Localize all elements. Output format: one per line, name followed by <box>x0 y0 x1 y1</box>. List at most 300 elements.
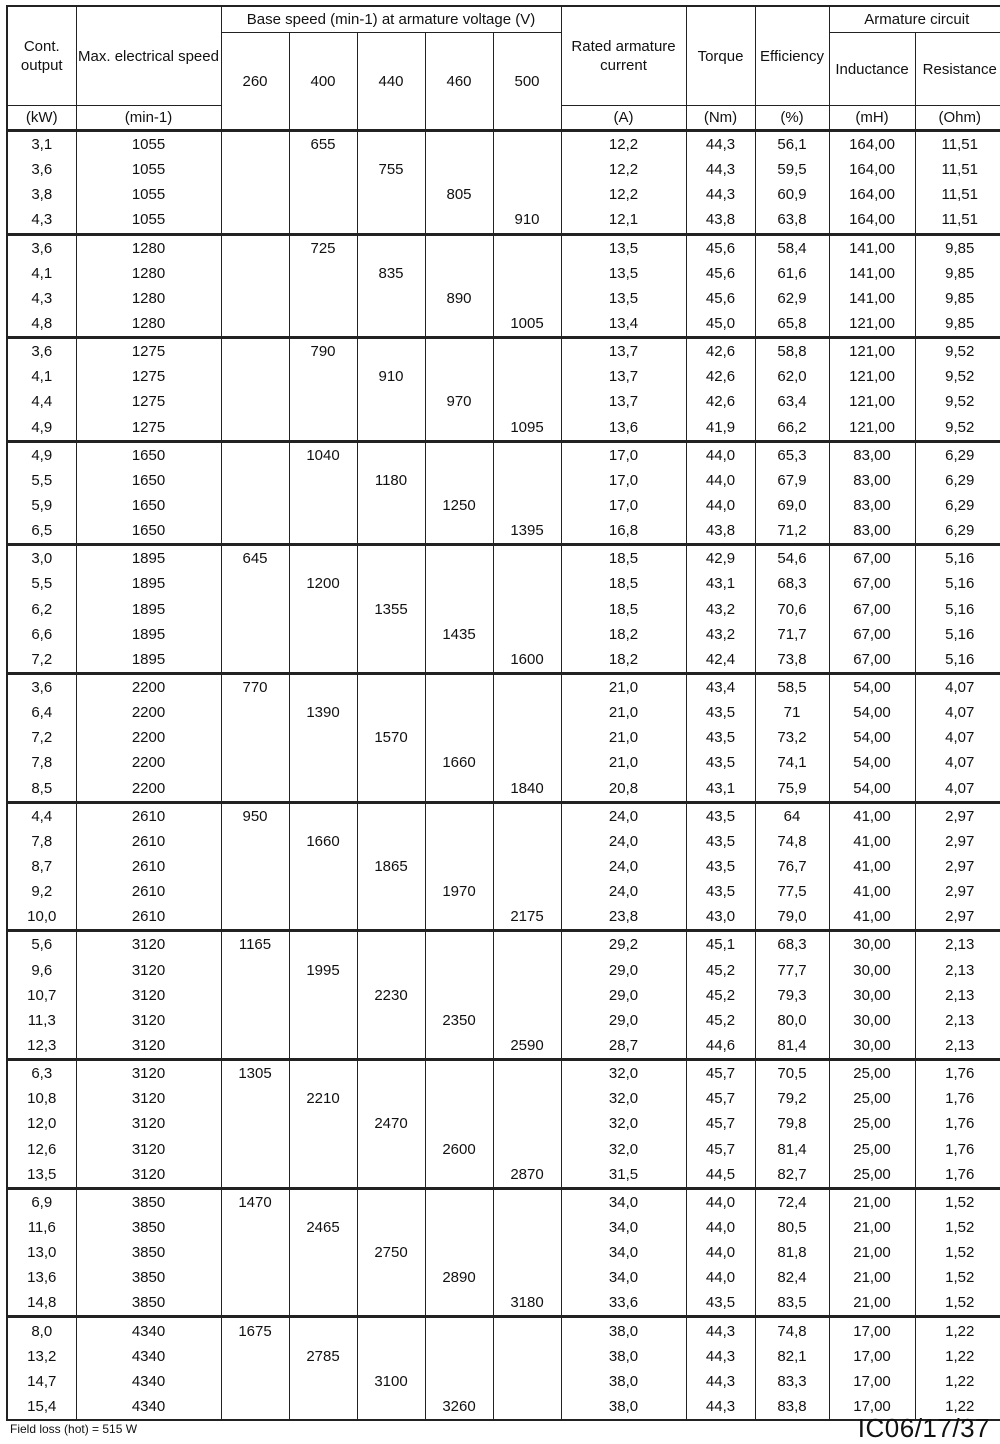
cell-current: 12,2 <box>561 131 686 158</box>
cell-base-speed: 770 <box>221 673 289 700</box>
cell-torque: 43,2 <box>686 597 755 622</box>
table-row <box>7 725 1000 750</box>
table-row <box>7 545 1000 572</box>
cell-base-speed: 1840 <box>493 776 561 803</box>
cell-resistance: 1,76 <box>915 1162 1000 1189</box>
cell-efficiency: 83,5 <box>755 1290 829 1317</box>
cell-resistance: 2,13 <box>915 983 1000 1008</box>
unit-efficiency: (%) <box>755 106 829 131</box>
cell-base-speed <box>221 286 289 311</box>
cell-inductance: 41,00 <box>829 854 915 879</box>
cell-base-speed <box>357 1215 425 1240</box>
cell-base-speed <box>357 182 425 207</box>
cell-base-speed <box>425 983 493 1008</box>
cell-base-speed <box>425 673 493 700</box>
table-row <box>7 1344 1000 1369</box>
cell-max-speed: 2610 <box>76 879 221 904</box>
cell-efficiency: 61,6 <box>755 261 829 286</box>
cell-base-speed <box>425 338 493 365</box>
document-code: IC06/17/37 <box>857 1413 990 1443</box>
cell-base-speed: 2230 <box>357 983 425 1008</box>
cell-base-speed <box>221 1162 289 1189</box>
cell-inductance: 121,00 <box>829 415 915 442</box>
cell-efficiency: 77,5 <box>755 879 829 904</box>
cell-base-speed <box>289 1394 357 1420</box>
cell-base-speed <box>493 1008 561 1033</box>
cell-base-speed <box>289 1162 357 1189</box>
cell-resistance: 1,76 <box>915 1136 1000 1161</box>
cell-base-speed <box>425 904 493 931</box>
cell-base-speed <box>221 829 289 854</box>
cell-base-speed: 950 <box>221 802 289 829</box>
cell-base-speed <box>357 1086 425 1111</box>
cell-inductance: 21,00 <box>829 1188 915 1215</box>
cell-base-speed <box>221 441 289 468</box>
cell-current: 23,8 <box>561 904 686 931</box>
table-row <box>7 1111 1000 1136</box>
cell-efficiency: 80,5 <box>755 1215 829 1240</box>
cell-base-speed <box>425 261 493 286</box>
cell-torque: 44,3 <box>686 131 755 158</box>
cell-base-speed: 1435 <box>425 622 493 647</box>
cell-base-speed: 1600 <box>493 647 561 674</box>
cell-base-speed <box>289 597 357 622</box>
cell-base-speed <box>221 700 289 725</box>
cell-efficiency: 54,6 <box>755 545 829 572</box>
table-row <box>7 571 1000 596</box>
cell-current: 18,2 <box>561 647 686 674</box>
cell-base-speed <box>221 1265 289 1290</box>
cell-base-speed <box>425 829 493 854</box>
cell-torque: 44,0 <box>686 468 755 493</box>
unit-torque: (Nm) <box>686 106 755 131</box>
cell-efficiency: 60,9 <box>755 182 829 207</box>
cell-efficiency: 68,3 <box>755 931 829 958</box>
cell-current: 21,0 <box>561 750 686 775</box>
cell-max-speed: 2610 <box>76 904 221 931</box>
cell-efficiency: 59,5 <box>755 157 829 182</box>
cell-output: 9,6 <box>7 958 76 983</box>
cell-base-speed <box>357 1008 425 1033</box>
field-loss-note: Field loss (hot) = 515 W <box>10 1422 138 1436</box>
cell-output: 7,2 <box>7 647 76 674</box>
cell-base-speed: 2175 <box>493 904 561 931</box>
cell-max-speed: 3120 <box>76 1136 221 1161</box>
cell-output: 4,4 <box>7 389 76 414</box>
cell-base-speed <box>221 364 289 389</box>
cell-base-speed <box>357 750 425 775</box>
cell-efficiency: 81,4 <box>755 1136 829 1161</box>
cell-base-speed: 2785 <box>289 1344 357 1369</box>
unit-speed: (min-1) <box>76 106 221 131</box>
cell-inductance: 164,00 <box>829 157 915 182</box>
cell-inductance: 30,00 <box>829 931 915 958</box>
table-row <box>7 700 1000 725</box>
cell-inductance: 164,00 <box>829 131 915 158</box>
cell-base-speed <box>289 415 357 442</box>
cell-efficiency: 69,0 <box>755 493 829 518</box>
cell-base-speed <box>357 1394 425 1420</box>
cell-base-speed <box>425 597 493 622</box>
cell-base-speed <box>221 983 289 1008</box>
cell-base-speed <box>289 518 357 545</box>
cell-base-speed: 645 <box>221 545 289 572</box>
cell-current: 33,6 <box>561 1290 686 1317</box>
table-row <box>7 389 1000 414</box>
cell-base-speed <box>425 958 493 983</box>
table-row <box>7 647 1000 674</box>
cell-inductance: 121,00 <box>829 338 915 365</box>
cell-inductance: 30,00 <box>829 1033 915 1060</box>
cell-max-speed: 2610 <box>76 802 221 829</box>
cell-torque: 42,9 <box>686 545 755 572</box>
cell-inductance: 54,00 <box>829 673 915 700</box>
cell-base-speed <box>493 468 561 493</box>
cell-base-speed <box>357 931 425 958</box>
cell-torque: 44,3 <box>686 1394 755 1420</box>
cell-inductance: 41,00 <box>829 879 915 904</box>
cell-torque: 43,5 <box>686 802 755 829</box>
cell-inductance: 121,00 <box>829 389 915 414</box>
cell-current: 24,0 <box>561 829 686 854</box>
cell-base-speed: 1250 <box>425 493 493 518</box>
cell-base-speed <box>425 364 493 389</box>
cell-base-speed <box>425 1240 493 1265</box>
cell-output: 3,6 <box>7 673 76 700</box>
cell-resistance: 2,97 <box>915 802 1000 829</box>
cell-torque: 45,0 <box>686 311 755 338</box>
cell-current: 18,2 <box>561 622 686 647</box>
cell-resistance: 2,97 <box>915 879 1000 904</box>
cell-resistance: 4,07 <box>915 700 1000 725</box>
cell-max-speed: 1895 <box>76 571 221 596</box>
cell-base-speed <box>289 364 357 389</box>
cell-base-speed <box>221 776 289 803</box>
cell-base-speed <box>425 1162 493 1189</box>
cell-base-speed <box>221 131 289 158</box>
cell-base-speed <box>289 725 357 750</box>
table-row <box>7 802 1000 829</box>
cell-base-speed <box>425 234 493 261</box>
cell-efficiency: 76,7 <box>755 854 829 879</box>
cell-base-speed <box>289 854 357 879</box>
cell-efficiency: 65,8 <box>755 311 829 338</box>
cell-resistance: 4,07 <box>915 673 1000 700</box>
table-row <box>7 261 1000 286</box>
cell-resistance: 11,51 <box>915 182 1000 207</box>
cell-efficiency: 68,3 <box>755 571 829 596</box>
cell-resistance: 9,85 <box>915 286 1000 311</box>
cell-torque: 44,3 <box>686 182 755 207</box>
cell-base-speed <box>493 725 561 750</box>
cell-base-speed: 1305 <box>221 1060 289 1087</box>
cell-base-speed <box>357 802 425 829</box>
cell-base-speed <box>221 1394 289 1420</box>
cell-base-speed <box>221 1086 289 1111</box>
cell-output: 4,8 <box>7 311 76 338</box>
header-voltage-260: 260 <box>221 33 289 131</box>
cell-base-speed <box>493 1215 561 1240</box>
cell-efficiency: 74,1 <box>755 750 829 775</box>
cell-resistance: 2,97 <box>915 854 1000 879</box>
cell-base-speed <box>493 879 561 904</box>
cell-efficiency: 73,8 <box>755 647 829 674</box>
cell-resistance: 5,16 <box>915 647 1000 674</box>
cell-resistance: 5,16 <box>915 597 1000 622</box>
cell-base-speed: 1390 <box>289 700 357 725</box>
cell-torque: 45,7 <box>686 1111 755 1136</box>
cell-base-speed: 3100 <box>357 1369 425 1394</box>
cell-efficiency: 83,3 <box>755 1369 829 1394</box>
cell-base-speed <box>221 1008 289 1033</box>
cell-base-speed <box>357 338 425 365</box>
cell-base-speed: 910 <box>357 364 425 389</box>
cell-inductance: 54,00 <box>829 750 915 775</box>
cell-torque: 42,6 <box>686 338 755 365</box>
cell-max-speed: 1895 <box>76 647 221 674</box>
cell-base-speed <box>493 493 561 518</box>
cell-output: 13,6 <box>7 1265 76 1290</box>
cell-inductance: 25,00 <box>829 1086 915 1111</box>
cell-resistance: 1,52 <box>915 1188 1000 1215</box>
cell-output: 3,1 <box>7 131 76 158</box>
cell-base-speed <box>221 854 289 879</box>
header-max-speed: Max. electrical speed <box>76 6 221 106</box>
cell-inductance: 17,00 <box>829 1317 915 1344</box>
cell-efficiency: 77,7 <box>755 958 829 983</box>
cell-inductance: 67,00 <box>829 647 915 674</box>
cell-base-speed: 1675 <box>221 1317 289 1344</box>
header-efficiency: Efficiency <box>755 6 829 106</box>
cell-base-speed <box>289 1265 357 1290</box>
cell-torque: 43,8 <box>686 518 755 545</box>
header-inductance: Inductance <box>829 33 915 106</box>
header-voltage-440: 440 <box>357 33 425 131</box>
cell-resistance: 2,97 <box>915 904 1000 931</box>
cell-efficiency: 56,1 <box>755 131 829 158</box>
cell-base-speed: 1660 <box>425 750 493 775</box>
cell-base-speed <box>357 389 425 414</box>
cell-base-speed <box>493 958 561 983</box>
cell-output: 9,2 <box>7 879 76 904</box>
table-row <box>7 597 1000 622</box>
cell-resistance: 5,16 <box>915 571 1000 596</box>
cell-max-speed: 2200 <box>76 725 221 750</box>
cell-output: 6,4 <box>7 700 76 725</box>
cell-max-speed: 2200 <box>76 673 221 700</box>
cell-base-speed: 1200 <box>289 571 357 596</box>
cell-efficiency: 82,7 <box>755 1162 829 1189</box>
cell-resistance: 4,07 <box>915 725 1000 750</box>
table-row <box>7 1215 1000 1240</box>
table-row <box>7 879 1000 904</box>
cell-base-speed <box>425 545 493 572</box>
unit-inductance: (mH) <box>829 106 915 131</box>
cell-output: 3,6 <box>7 157 76 182</box>
cell-efficiency: 83,8 <box>755 1394 829 1420</box>
cell-output: 7,8 <box>7 829 76 854</box>
cell-inductance: 83,00 <box>829 441 915 468</box>
cell-torque: 42,6 <box>686 389 755 414</box>
cell-torque: 43,4 <box>686 673 755 700</box>
cell-base-speed <box>289 1136 357 1161</box>
cell-base-speed <box>221 182 289 207</box>
cell-torque: 44,0 <box>686 1265 755 1290</box>
cell-base-speed <box>221 1240 289 1265</box>
cell-base-speed <box>493 1188 561 1215</box>
cell-base-speed <box>357 571 425 596</box>
cell-current: 28,7 <box>561 1033 686 1060</box>
cell-base-speed <box>425 1060 493 1087</box>
table-row <box>7 1086 1000 1111</box>
cell-base-speed <box>289 1317 357 1344</box>
unit-resistance: (Ohm) <box>915 106 1000 131</box>
table-row <box>7 776 1000 803</box>
cell-output: 10,8 <box>7 1086 76 1111</box>
cell-resistance: 6,29 <box>915 493 1000 518</box>
table-row <box>7 518 1000 545</box>
header-voltage-400: 400 <box>289 33 357 131</box>
cell-current: 29,0 <box>561 958 686 983</box>
cell-base-speed <box>425 1086 493 1111</box>
cell-efficiency: 82,1 <box>755 1344 829 1369</box>
cell-base-speed: 2465 <box>289 1215 357 1240</box>
cell-inductance: 67,00 <box>829 597 915 622</box>
cell-max-speed: 4340 <box>76 1369 221 1394</box>
cell-inductance: 67,00 <box>829 622 915 647</box>
table-row <box>7 673 1000 700</box>
table-row <box>7 1033 1000 1060</box>
cell-efficiency: 58,4 <box>755 234 829 261</box>
cell-inductance: 41,00 <box>829 904 915 931</box>
cell-max-speed: 1280 <box>76 234 221 261</box>
cell-torque: 43,5 <box>686 725 755 750</box>
table-row <box>7 441 1000 468</box>
header-voltage-460: 460 <box>425 33 493 131</box>
cell-base-speed <box>493 1344 561 1369</box>
cell-output: 4,1 <box>7 364 76 389</box>
header-resistance: Resistance <box>915 33 1000 106</box>
cell-torque: 43,5 <box>686 1290 755 1317</box>
cell-base-speed: 1005 <box>493 311 561 338</box>
cell-efficiency: 70,6 <box>755 597 829 622</box>
cell-base-speed <box>289 1369 357 1394</box>
cell-base-speed <box>289 1240 357 1265</box>
cell-inductance: 25,00 <box>829 1111 915 1136</box>
cell-output: 5,9 <box>7 493 76 518</box>
cell-base-speed <box>221 1033 289 1060</box>
cell-efficiency: 63,4 <box>755 389 829 414</box>
cell-efficiency: 64 <box>755 802 829 829</box>
cell-base-speed: 1040 <box>289 441 357 468</box>
cell-base-speed <box>221 234 289 261</box>
cell-max-speed: 1275 <box>76 364 221 389</box>
cell-max-speed: 1275 <box>76 415 221 442</box>
header-torque: Torque <box>686 6 755 106</box>
cell-base-speed <box>221 597 289 622</box>
cell-base-speed <box>493 286 561 311</box>
cell-base-speed <box>357 958 425 983</box>
cell-current: 12,2 <box>561 157 686 182</box>
cell-resistance: 5,16 <box>915 622 1000 647</box>
cell-resistance: 1,22 <box>915 1317 1000 1344</box>
cell-base-speed <box>289 622 357 647</box>
cell-base-speed <box>221 647 289 674</box>
cell-output: 5,5 <box>7 468 76 493</box>
cell-base-speed: 2350 <box>425 1008 493 1033</box>
cell-base-speed <box>357 1344 425 1369</box>
table-row <box>7 1290 1000 1317</box>
cell-output: 3,0 <box>7 545 76 572</box>
cell-base-speed <box>357 518 425 545</box>
cell-base-speed <box>357 234 425 261</box>
cell-torque: 45,7 <box>686 1060 755 1087</box>
cell-torque: 44,6 <box>686 1033 755 1060</box>
cell-torque: 45,2 <box>686 958 755 983</box>
cell-efficiency: 75,9 <box>755 776 829 803</box>
cell-base-speed <box>357 776 425 803</box>
cell-efficiency: 72,4 <box>755 1188 829 1215</box>
cell-base-speed <box>425 1111 493 1136</box>
cell-output: 10,0 <box>7 904 76 931</box>
cell-base-speed <box>289 286 357 311</box>
cell-max-speed: 1895 <box>76 622 221 647</box>
cell-base-speed <box>357 1188 425 1215</box>
cell-base-speed <box>425 415 493 442</box>
cell-torque: 44,0 <box>686 1215 755 1240</box>
cell-base-speed <box>289 157 357 182</box>
cell-inductance: 21,00 <box>829 1290 915 1317</box>
cell-output: 6,3 <box>7 1060 76 1087</box>
table-row <box>7 234 1000 261</box>
cell-resistance: 9,52 <box>915 338 1000 365</box>
table-row <box>7 364 1000 389</box>
cell-base-speed <box>357 545 425 572</box>
cell-resistance: 2,13 <box>915 1033 1000 1060</box>
cell-output: 14,8 <box>7 1290 76 1317</box>
cell-base-speed <box>425 776 493 803</box>
cell-resistance: 9,52 <box>915 389 1000 414</box>
cell-resistance: 1,52 <box>915 1215 1000 1240</box>
cell-efficiency: 62,9 <box>755 286 829 311</box>
cell-current: 12,1 <box>561 207 686 234</box>
cell-base-speed <box>425 441 493 468</box>
cell-max-speed: 2610 <box>76 854 221 879</box>
table-row <box>7 468 1000 493</box>
cell-base-speed <box>425 700 493 725</box>
cell-max-speed: 3120 <box>76 1111 221 1136</box>
cell-current: 13,4 <box>561 311 686 338</box>
cell-current: 13,7 <box>561 389 686 414</box>
cell-efficiency: 81,8 <box>755 1240 829 1265</box>
cell-inductance: 121,00 <box>829 364 915 389</box>
cell-base-speed <box>289 983 357 1008</box>
cell-torque: 45,7 <box>686 1136 755 1161</box>
cell-base-speed: 1865 <box>357 854 425 879</box>
cell-max-speed: 3120 <box>76 1008 221 1033</box>
cell-inductance: 121,00 <box>829 311 915 338</box>
cell-efficiency: 63,8 <box>755 207 829 234</box>
cell-base-speed <box>357 904 425 931</box>
cell-resistance: 11,51 <box>915 207 1000 234</box>
cell-base-speed <box>357 647 425 674</box>
header-rated-current: Rated armature current <box>561 6 686 106</box>
cell-torque: 44,0 <box>686 1188 755 1215</box>
cell-torque: 44,0 <box>686 1240 755 1265</box>
cell-max-speed: 4340 <box>76 1344 221 1369</box>
cell-base-speed <box>493 182 561 207</box>
cell-inductance: 25,00 <box>829 1162 915 1189</box>
